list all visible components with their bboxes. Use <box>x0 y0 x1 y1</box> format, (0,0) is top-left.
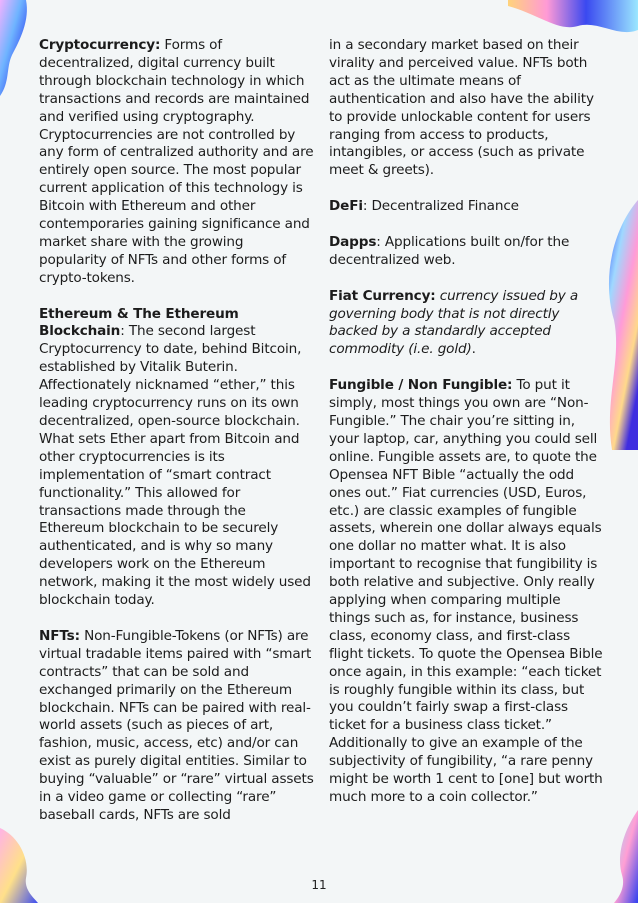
definition-defi: : Decentralized Finance <box>362 198 519 215</box>
definition-ethereum: : The second largest Cryptocurrency to date, behind Bitcoin, established by Vitalik Buterin. Affectionately nicknamed “ether,” this leading cryptocurrency runs on its own decentralized, open-source blockchain. What sets Ether apart from Bitcoin and other cryptocurrencies is its implementation of “smart contract functionality.” This allowed for transactions made through the Ethereum blockchain to be securely authenticated, and is why so many developers work on the Ethereum network, making it the most widely used blockchain today. <box>39 323 311 609</box>
term-ethereum: Ethereum & The Ethereum Blockchain <box>39 305 239 340</box>
entry-fungible <box>329 377 605 807</box>
definition-cryptocurrency: Forms of decentralized, digital currency built through blockchain technology in which transactions and records are maintained and verified using cryptography. Cryptocurrencies are not controlled by any form of centralized authority and are entirely open source. The most popular current application of this technology is Bitcoin with Ethereum and other contemporaries gaining significance and market share with the growing popularity of NFTs and other forms of crypto-tokens. <box>39 37 314 286</box>
left-column <box>39 37 314 843</box>
term-cryptocurrency: Cryptocurrency: <box>39 37 161 53</box>
definition-nfts: Non-Fungible-Tokens (or NFTs) are virtual tradable items paired with “smart contracts” that can be sold and exchanged primarily on the Ethereum blockchain. NFTs can be paired with real-world assets (such as pieces of art, fashion, music, access, etc) and/or can exist as purely digital entities. Similar to buying “valuable” or “rare” virtual assets in a video game or collecting “rare” baseball cards, NFTs are sold <box>39 627 314 823</box>
term-fiat-currency: Fiat Currency: <box>329 287 436 304</box>
entry-defi <box>329 198 605 216</box>
decorative-swirl-top-left <box>0 0 30 100</box>
definition-nfts-continued: in a secondary market based on their virality and perceived value. NFTs both act as the ultimate means of authentication and also have the ability to provide unlockable content for users ranging from access to products, intangibles, or access (such as private meet & greets). <box>329 37 594 179</box>
entry-ethereum <box>39 306 314 610</box>
entry-dapps <box>329 234 605 270</box>
decorative-swirl-top-right <box>508 0 638 40</box>
entry-cryptocurrency <box>39 37 314 288</box>
definition-fiat-currency: currency issued by a governing body that is not directly backed by a standardly accepted commodity (i.e. gold) <box>329 287 579 358</box>
page-number: 11 <box>311 878 327 892</box>
definition-fiat-currency-end: . <box>471 341 476 358</box>
right-column <box>329 37 605 825</box>
entry-fiat-currency <box>329 288 605 360</box>
definition-dapps: : Applications built on/for the decentralized web. <box>329 233 570 268</box>
entry-nfts <box>39 628 314 825</box>
term-fungible: Fungible / Non Fungible: <box>329 377 513 394</box>
term-nfts: NFTs: <box>39 627 80 644</box>
term-dapps: Dapps <box>329 233 377 250</box>
definition-fungible: To put it simply, most things you own are “Non-Fungible.” The chair you’re sitting in, your laptop, car, anything you could sell online. Fungible assets are, to quote the Opensea NFT Bible “actually the odd ones out.” Fiat currencies (USD, Euros, etc.) are classic examples of fungible assets, wherein one dollar always equals one dollar no matter what. It is also important to recognise that fungibility is both relative and subjective. Only really applying when comparing multiple things such as, for instance, business class, economy class, and first-class flight tickets. To quote the Opensea Bible once again, in this example: “each ticket is roughly fungible within its class, but you couldn’t fairly swap a first-class ticket for a business class ticket.” Additionally to give an example of the subjectivity of fungibility, “a rare penny might be worth 1 cent to [one] but worth much more to a coin collector.” <box>329 377 603 805</box>
term-defi: DeFi <box>329 198 363 215</box>
entry-nfts-continued <box>329 37 605 180</box>
